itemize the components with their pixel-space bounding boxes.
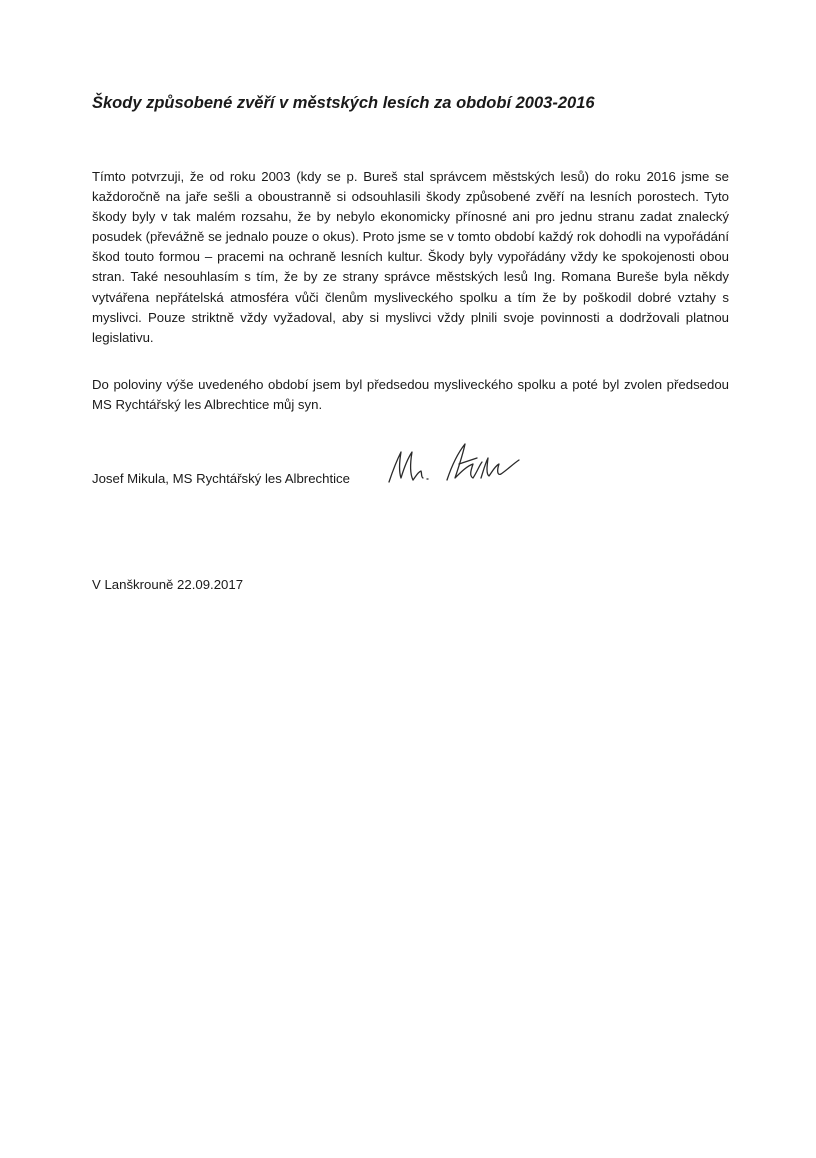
handwritten-signature-icon — [385, 438, 525, 490]
paragraph-chairman: Do poloviny výše uvedeného období jsem byl předsedou mysliveckého spolku a poté byl zvolen předsedou MS Rychtářský les Albrechtice můj syn. — [92, 377, 729, 413]
document-title: Škody způsobené zvěří v městských lesích za období 2003-2016 — [92, 94, 595, 112]
paragraph-confirmation: Tímto potvrzuji, že od roku 2003 (kdy se p. Bureš stal správcem městských lesů) do roku 2016 jsme se každoročně na jaře sešli a oboustranně si odsouhlasili škody způsobené zvěří na lesních porostech. Tyto škody byly v tak malém rozsahu, že by nebylo ekonomicky přínosné ani pro jednu stranu zadat znalecký posudek (převážně se jednalo pouze o okus). Proto jsme se v tomto období každý rok dohodli na vypořádání škod touto formou – pracemi na ochraně lesních kultur. Škody byly vypořádány vždy ke spokojenosti obou stran. Také nesouhlasím s tím, že by ze strany správce městských lesů Ing. Romana Bureše byla někdy vytvářena nepřátelská atmosféra vůči členům mysliveckého spolku a tím že by poškodil dobré vztahy s myslivci. Pouze striktně vždy vyžadoval, aby si myslivci vždy plnili svoje povinnosti a dodržovali platnou legislativu. — [92, 169, 729, 345]
place-and-date: V Lanškrouně 22.09.2017 — [92, 577, 244, 592]
signatory-name: Josef Mikula, MS Rychtářský les Albrechtice — [92, 471, 350, 486]
